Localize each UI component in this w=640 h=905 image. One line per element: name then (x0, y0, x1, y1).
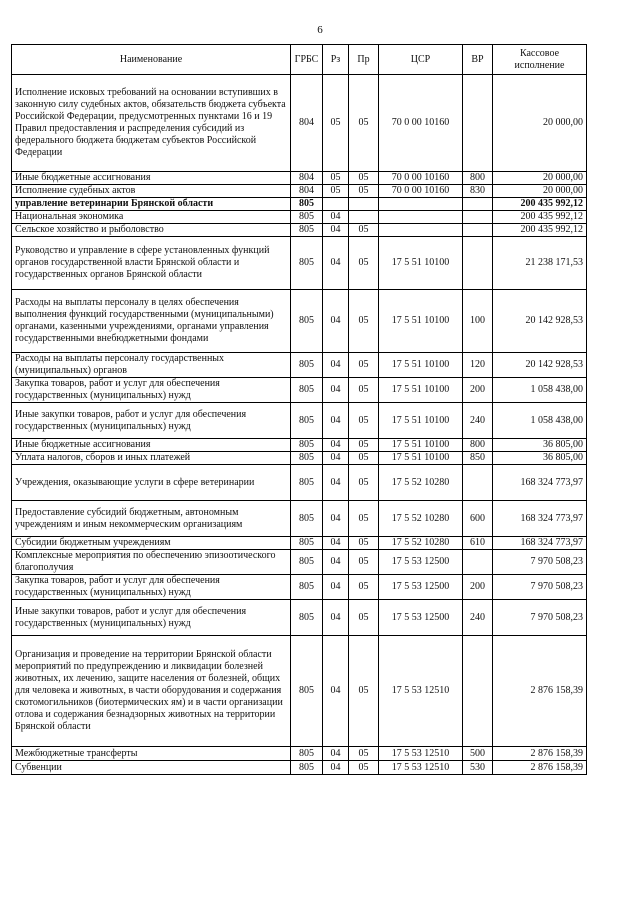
cell-csr: 17 5 52 10280 (379, 537, 463, 550)
cell-amount: 1 058 438,00 (493, 378, 587, 403)
cell-csr: 17 5 53 12500 (379, 575, 463, 600)
cell-grbs: 805 (291, 465, 323, 501)
cell-grbs: 805 (291, 353, 323, 378)
cell-grbs: 805 (291, 636, 323, 747)
cell-vr: 240 (463, 403, 493, 439)
cell-rz: 04 (323, 600, 349, 636)
cell-name: Исполнение исковых требований на основании вступивших в законную силу судебных актов, обязательств бюджета субъекта Российской Федерации, предусмотренных пунктами 16 и 19 Правил предоставления и распределения субсидий из федерального бюджета бюджетам субъектов Российской Федерации (12, 75, 291, 172)
cell-pr: 05 (349, 290, 379, 353)
cell-csr: 17 5 51 10100 (379, 353, 463, 378)
cell-vr (463, 237, 493, 290)
cell-name: Расходы на выплаты персоналу в целях обеспечения выполнения функций государственными (муниципальными) органами, казенными учреждениями, органами управления государственными внебюджетными фондами (12, 290, 291, 353)
table-row (12, 575, 587, 600)
cell-amount: 200 435 992,12 (493, 211, 587, 224)
cell-grbs: 805 (291, 747, 323, 761)
cell-rz: 05 (323, 185, 349, 198)
table-row (12, 747, 587, 761)
cell-grbs: 804 (291, 75, 323, 172)
cell-name: Исполнение судебных актов (12, 185, 291, 198)
cell-vr: 800 (463, 439, 493, 452)
cell-csr: 70 0 00 10160 (379, 75, 463, 172)
cell-grbs: 805 (291, 761, 323, 775)
header-rz: Рз (323, 45, 349, 75)
cell-csr (379, 224, 463, 237)
cell-name: Иные бюджетные ассигнования (12, 172, 291, 185)
header-grbs: ГРБС (291, 45, 323, 75)
cell-amount: 168 324 773,97 (493, 465, 587, 501)
cell-pr: 05 (349, 575, 379, 600)
cell-csr: 17 5 51 10100 (379, 452, 463, 465)
cell-amount: 168 324 773,97 (493, 501, 587, 537)
cell-csr: 17 5 53 12510 (379, 636, 463, 747)
table-row (12, 198, 587, 211)
table-row (12, 465, 587, 501)
cell-rz: 05 (323, 75, 349, 172)
cell-vr (463, 211, 493, 224)
cell-csr (379, 211, 463, 224)
cell-amount: 200 435 992,12 (493, 198, 587, 211)
cell-amount: 168 324 773,97 (493, 537, 587, 550)
cell-rz: 04 (323, 537, 349, 550)
cell-grbs: 805 (291, 211, 323, 224)
cell-pr: 05 (349, 185, 379, 198)
cell-vr: 850 (463, 452, 493, 465)
cell-amount: 2 876 158,39 (493, 747, 587, 761)
cell-amount: 2 876 158,39 (493, 761, 587, 775)
header-name: Наименование (12, 45, 291, 75)
cell-amount: 36 805,00 (493, 452, 587, 465)
table-row (12, 185, 587, 198)
cell-rz: 04 (323, 761, 349, 775)
cell-name: Межбюджетные трансферты (12, 747, 291, 761)
cell-rz (323, 198, 349, 211)
cell-amount: 21 238 171,53 (493, 237, 587, 290)
cell-pr: 05 (349, 439, 379, 452)
cell-pr: 05 (349, 224, 379, 237)
cell-csr: 17 5 53 12510 (379, 747, 463, 761)
header-amount: Кассовое исполнение (493, 45, 587, 75)
table-row (12, 761, 587, 775)
cell-grbs: 805 (291, 501, 323, 537)
cell-grbs: 805 (291, 600, 323, 636)
table-row (12, 378, 587, 403)
cell-vr (463, 75, 493, 172)
cell-rz: 04 (323, 353, 349, 378)
cell-rz: 04 (323, 501, 349, 537)
cell-name: Иные закупки товаров, работ и услуг для обеспечения государственных (муниципальных) нужд (12, 403, 291, 439)
cell-amount: 20 000,00 (493, 75, 587, 172)
cell-rz: 04 (323, 439, 349, 452)
table-row (12, 237, 587, 290)
cell-rz: 04 (323, 403, 349, 439)
table-row (12, 353, 587, 378)
cell-pr: 05 (349, 636, 379, 747)
cell-rz: 04 (323, 747, 349, 761)
cell-rz: 04 (323, 452, 349, 465)
cell-pr: 05 (349, 501, 379, 537)
cell-vr (463, 465, 493, 501)
cell-pr: 05 (349, 237, 379, 290)
cell-name: Организация и проведение на территории Брянской области мероприятий по предупреждению и ликвидации болезней животных, их лечению, защите населения от болезней, общих для человека и животных, в части оборудования и содержания скотомогильников (биотермических ям) и в части организации отлова и содержания безнадзорных животных на территории Брянской области (12, 636, 291, 747)
cell-csr: 17 5 53 12510 (379, 761, 463, 775)
cell-grbs: 805 (291, 198, 323, 211)
cell-vr: 800 (463, 172, 493, 185)
cell-name: управление ветеринарии Брянской области (12, 198, 291, 211)
cell-vr: 610 (463, 537, 493, 550)
cell-vr: 600 (463, 501, 493, 537)
header-pr: Пр (349, 45, 379, 75)
cell-name: Сельское хозяйство и рыболовство (12, 224, 291, 237)
cell-name: Учреждения, оказывающие услуги в сфере ветеринарии (12, 465, 291, 501)
cell-pr: 05 (349, 452, 379, 465)
table-row (12, 501, 587, 537)
cell-amount: 2 876 158,39 (493, 636, 587, 747)
cell-amount: 7 970 508,23 (493, 550, 587, 575)
budget-table (11, 44, 587, 775)
cell-name: Комплексные мероприятия по обеспечению эпизоотического благополучия (12, 550, 291, 575)
cell-amount: 1 058 438,00 (493, 403, 587, 439)
cell-csr: 17 5 53 12500 (379, 600, 463, 636)
cell-vr (463, 636, 493, 747)
page-number: 6 (317, 24, 323, 36)
cell-grbs: 805 (291, 224, 323, 237)
cell-vr: 200 (463, 378, 493, 403)
table-row (12, 550, 587, 575)
table-row (12, 439, 587, 452)
cell-name: Закупка товаров, работ и услуг для обеспечения государственных (муниципальных) нужд (12, 378, 291, 403)
cell-csr: 17 5 51 10100 (379, 378, 463, 403)
cell-csr: 17 5 51 10100 (379, 237, 463, 290)
cell-pr: 05 (349, 403, 379, 439)
cell-grbs: 805 (291, 550, 323, 575)
cell-name: Расходы на выплаты персоналу государственных (муниципальных) органов (12, 353, 291, 378)
cell-amount: 20 000,00 (493, 185, 587, 198)
cell-name: Иные бюджетные ассигнования (12, 439, 291, 452)
cell-amount: 20 142 928,53 (493, 290, 587, 353)
cell-grbs: 805 (291, 575, 323, 600)
cell-rz: 04 (323, 465, 349, 501)
cell-csr: 17 5 51 10100 (379, 439, 463, 452)
cell-pr: 05 (349, 465, 379, 501)
cell-amount: 7 970 508,23 (493, 600, 587, 636)
table-header-row (12, 45, 587, 75)
cell-grbs: 805 (291, 237, 323, 290)
cell-csr: 17 5 51 10100 (379, 403, 463, 439)
header-vr: ВР (463, 45, 493, 75)
cell-pr (349, 198, 379, 211)
cell-grbs: 805 (291, 403, 323, 439)
cell-amount: 20 142 928,53 (493, 353, 587, 378)
cell-pr: 05 (349, 537, 379, 550)
cell-csr: 17 5 52 10280 (379, 501, 463, 537)
cell-vr (463, 224, 493, 237)
cell-amount: 20 000,00 (493, 172, 587, 185)
cell-csr (379, 198, 463, 211)
cell-grbs: 805 (291, 452, 323, 465)
table-row (12, 636, 587, 747)
cell-rz: 04 (323, 290, 349, 353)
table-row (12, 224, 587, 237)
cell-vr: 240 (463, 600, 493, 636)
table-row (12, 403, 587, 439)
table-row (12, 211, 587, 224)
cell-rz: 05 (323, 172, 349, 185)
table-row (12, 290, 587, 353)
cell-rz: 04 (323, 237, 349, 290)
table-row (12, 452, 587, 465)
cell-rz: 04 (323, 211, 349, 224)
cell-csr: 17 5 53 12500 (379, 550, 463, 575)
cell-grbs: 805 (291, 537, 323, 550)
cell-csr: 17 5 51 10100 (379, 290, 463, 353)
cell-grbs: 804 (291, 185, 323, 198)
cell-vr: 120 (463, 353, 493, 378)
cell-pr: 05 (349, 353, 379, 378)
table-row (12, 600, 587, 636)
header-csr: ЦСР (379, 45, 463, 75)
cell-name: Предоставление субсидий бюджетным, автономным учреждениям и иным некоммерческим организациям (12, 501, 291, 537)
cell-vr (463, 550, 493, 575)
cell-pr: 05 (349, 747, 379, 761)
cell-vr: 100 (463, 290, 493, 353)
table-row (12, 537, 587, 550)
cell-name: Иные закупки товаров, работ и услуг для обеспечения государственных (муниципальных) нужд (12, 600, 291, 636)
cell-name: Национальная экономика (12, 211, 291, 224)
cell-vr (463, 198, 493, 211)
cell-rz: 04 (323, 575, 349, 600)
cell-grbs: 805 (291, 439, 323, 452)
cell-pr (349, 211, 379, 224)
cell-vr: 500 (463, 747, 493, 761)
cell-name: Субсидии бюджетным учреждениям (12, 537, 291, 550)
table-row (12, 75, 587, 172)
cell-pr: 05 (349, 550, 379, 575)
cell-rz: 04 (323, 378, 349, 403)
cell-rz: 04 (323, 636, 349, 747)
cell-rz: 04 (323, 550, 349, 575)
cell-pr: 05 (349, 761, 379, 775)
cell-csr: 70 0 00 10160 (379, 185, 463, 198)
cell-pr: 05 (349, 378, 379, 403)
cell-pr: 05 (349, 600, 379, 636)
cell-vr: 530 (463, 761, 493, 775)
cell-name: Уплата налогов, сборов и иных платежей (12, 452, 291, 465)
cell-amount: 200 435 992,12 (493, 224, 587, 237)
cell-amount: 36 805,00 (493, 439, 587, 452)
cell-vr: 830 (463, 185, 493, 198)
cell-vr: 200 (463, 575, 493, 600)
cell-rz: 04 (323, 224, 349, 237)
cell-pr: 05 (349, 172, 379, 185)
cell-grbs: 805 (291, 378, 323, 403)
table-row (12, 172, 587, 185)
cell-name: Руководство и управление в сфере установленных функций органов государственной власти Брянской области и государственных органов Брянской области (12, 237, 291, 290)
cell-grbs: 805 (291, 290, 323, 353)
cell-name: Закупка товаров, работ и услуг для обеспечения государственных (муниципальных) нужд (12, 575, 291, 600)
cell-amount: 7 970 508,23 (493, 575, 587, 600)
cell-csr: 17 5 52 10280 (379, 465, 463, 501)
cell-grbs: 804 (291, 172, 323, 185)
cell-name: Субвенции (12, 761, 291, 775)
cell-pr: 05 (349, 75, 379, 172)
cell-csr: 70 0 00 10160 (379, 172, 463, 185)
